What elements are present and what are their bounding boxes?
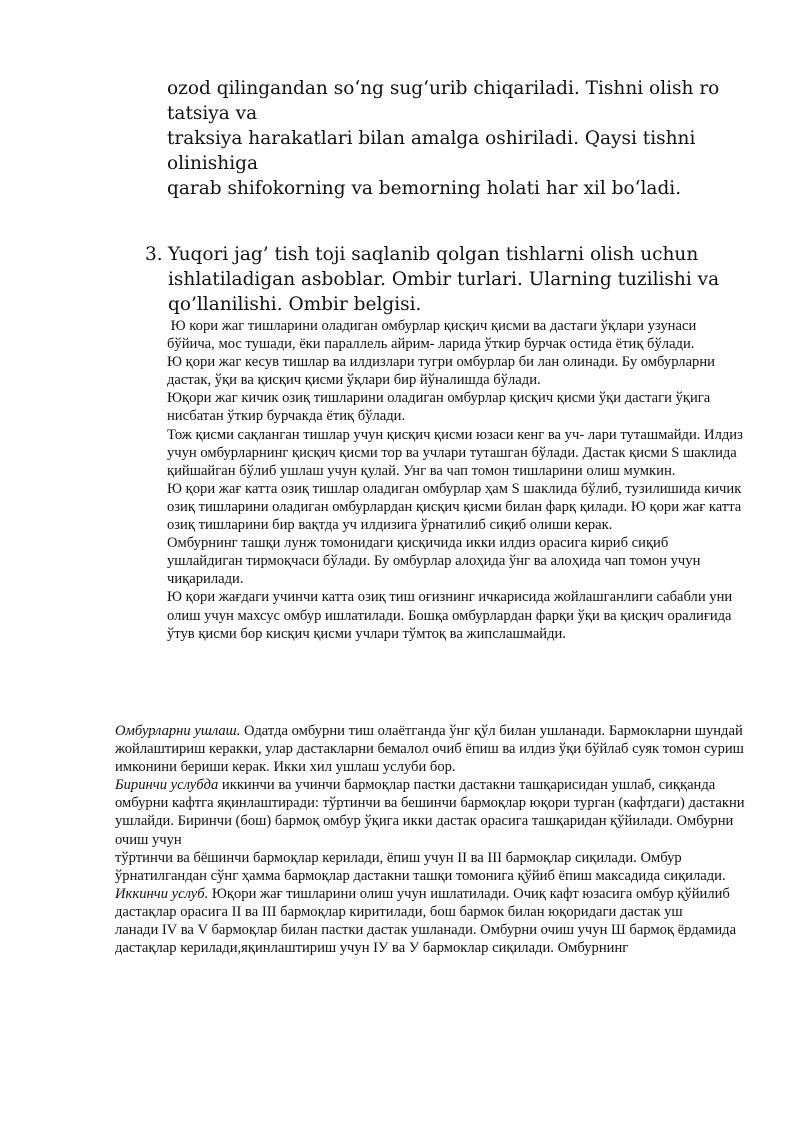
body-paragraph	[115, 722, 755, 776]
intro-line: ozod qilingandan so‘ng sug‘urib chiqariladi. Tishni olish ro tatsiya va	[167, 78, 720, 124]
description-paragraph: Омбурнинг ташқи лунж томонидаги қисқичида икки илдиз орасига кириб сиқиб ушлайдиган тирмоқчаси бўлади. Бу омбурлар алоҳида ўнг ва алоҳида чап томон учун чиқарилади.	[167, 535, 701, 588]
paragraph-text: тўртинчи ва бёшинчи бармоқлар керилади, ёпиш учун II ва III бармоқлар сиқилади. Омбур ўрнатилгандан сўнг ҳамма бармоқлар дастакни ташқи томонига қўйиб ёпиш максадида сиқилади.	[115, 849, 726, 884]
description-paragraph: Тож қисми сақланган тишлар учун қисқич қисми юзаси кенг ва уч- лари туташмайди. Илдиз учун омбурларнинг қисқич қисми тор ва учлари туташган бўлади. Дастак қисми S шаклида қийшайган бўлиб ушлаш учун қулай. Унг ва чап томон тишларини олиш мумкин.	[167, 426, 743, 479]
section-title: Yuqori jag’ tish toji saqlanib qolgan tishlarni olish uchun ishlatiladigan asboblar. Ombir turlari. Ularning tuzilishi va qo’llanilishi. Ombir belgisi.	[168, 244, 720, 315]
holding-methods	[115, 722, 755, 957]
paragraph-text: Одатда омбурни тиш олаётганда ўнг қўл билан ушланади. Бармокларни шундай жойлаштириш керакки, улар дастакларни бемалол очиб ёпиш ва илдиз ўқи бўйлаб суяк томон суриш имконини бериши керак. Икки хил ушлаш услуби бор.	[115, 723, 744, 776]
body-paragraph	[115, 921, 755, 957]
description-paragraph: Ю қори жағдаги учинчи катта озиқ тиш оғизнинг ичкарисида жойлашганлиги сабабли уни олиш учун махсус омбур ишлатилади. Бошқа омбурлардан фарқи ўқи ва қисқич оралиғида ўтув қисми бор кисқич қисми учлари тўмтоқ ва жипслашмайди.	[167, 589, 733, 642]
paragraph-text: ланади IV ва V бармоқлар билан пастки дастак ушланади. Омбурни очиш учун Ш бармоқ ёрдамида дастақлар керилади,яқинлаштириш учун IУ ва У бармоклар сиқилади. Омбурнинг	[115, 922, 737, 957]
paragraph-lead: Иккинчи услуб.	[115, 885, 209, 902]
section-number: 3.	[145, 244, 163, 265]
paragraph-lead: Биринчи услубда	[115, 777, 219, 794]
description-paragraph: Ю кори жаг тишларини оладиган омбурлар қисқич қисми ва дастаги ўқлари узунаси бўйича, мос тушади, ёки параллель айрим- ларида ўткир бурчак остида ётиқ бўлади.	[167, 318, 700, 353]
intro-line: traksiya harakatlari bilan amalga oshiriladi. Qaysi tishni olinishiga	[167, 128, 696, 174]
paragraph-text: Юқори жағ тишларини олиш учун ишлатилади. Очиқ кафт юзасига омбур қўйилиб дастақлар орасига II ва III бармоқлар киритилади, бош бармок билан юқоридаги дастак уш	[115, 885, 730, 920]
forceps-description	[167, 317, 747, 643]
paragraph-lead: Омбурларни ушлаш.	[115, 723, 241, 739]
intro-line: qarab shifokorning va bemorning holati har xil bo‘ladi.	[167, 178, 682, 199]
section-heading	[145, 242, 745, 317]
description-paragraph: Ю қори жағ катта озиқ тишлар оладиган омбурлар ҳам S шаклида бўлиб, тузилишида кичик озиқ тишларини оладиган омбурлардан қисқич қисми билан фарқ қилади. Ю қори жағ катта озиқ тишларини бир вақтда уч илдизига ўрнатилиб сиқиб олиши керак.	[167, 480, 742, 534]
body-paragraph	[115, 885, 755, 921]
intro-paragraph	[167, 76, 727, 201]
body-paragraph	[115, 776, 755, 848]
description-paragraph: Юқори жаг кичик озиқ тишларини оладиган омбурлар қисқич қисми ўқи дастаги ўқига нисбатан ўткир бурчакда ётиқ бўлади.	[167, 390, 711, 425]
description-paragraph: Ю қори жаг кесув тишлар ва илдизлари тугри омбурлар би лан олинади. Бу омбурларни дастак, ўқи ва қисқич қисми ўқлари бир йўналишда бўлади.	[167, 354, 715, 389]
paragraph-text: иккинчи ва учинчи бармоқлар пастки дастакни ташқарисидан ушлаб, сиққанда омбурни кафтга яқинлаштиради: тўртинчи ва бешинчи бармоқлар юқори турган (кафтдаги) дастакни ушлайди. Биринчи (бош) бармоқ омбур ўқига икки дастак орасига ташқаридан қўйилади. Омбурни очиш учун	[115, 777, 745, 848]
body-paragraph	[115, 849, 755, 885]
